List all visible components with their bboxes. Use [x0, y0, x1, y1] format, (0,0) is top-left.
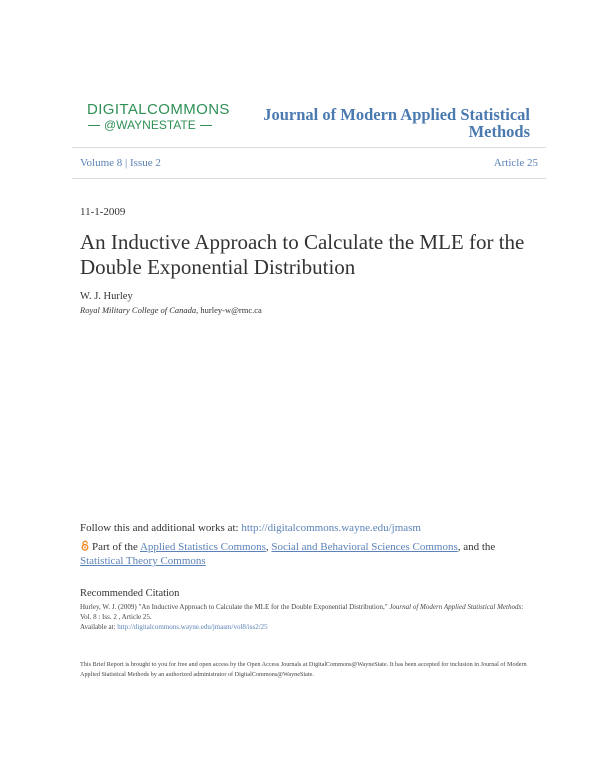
part-of-prefix: Part of the [92, 541, 140, 553]
affiliation-name: Royal Military College of Canada [80, 305, 197, 315]
follow-url-link[interactable]: http://digitalcommons.wayne.edu/jmasm [241, 522, 421, 534]
recommended-citation-heading: Recommended Citation [80, 588, 180, 599]
comma-1: , [265, 541, 272, 553]
citation-suffix: : Vol. 8 : Iss. 2 , Article 25. [80, 603, 524, 621]
and-the: , and the [457, 541, 496, 553]
article-title: An Inductive Approach to Calculate the MLE for the Double Exponential Distribution [80, 230, 525, 279]
citation-text [80, 602, 530, 632]
citation-url-link[interactable]: http://digitalcommons.wayne.edu/jmasm/vol8/iss2/25 [117, 623, 268, 631]
footer-notice: This Brief Report is brought to you for free and open access by the Open Access Journals at DigitalCommons@WayneState. It has been accepted for inclusion in Journal of Modern Applied Statistical Methods by an authorized administrator of DigitalCommons@WayneState. [80, 661, 527, 678]
logo-rule-left [88, 125, 100, 126]
header-divider-bottom [72, 178, 546, 179]
applied-statistics-commons-link[interactable]: Applied Statistics Commons [139, 541, 266, 553]
follow-line [80, 522, 421, 534]
follow-prefix: Follow this and additional works at: [80, 522, 242, 534]
volume-link[interactable]: Volume 8 [80, 157, 123, 169]
article-number-link[interactable]: Article 25 [493, 157, 538, 169]
citation-prefix: Hurley, W. J. (2009) "An Inductive Approach to Calculate the MLE for the Double Exponential Distribution," [80, 603, 390, 611]
publication-date: 11-1-2009 [80, 206, 126, 218]
citation-journal: Journal of Modern Applied Statistical Methods [389, 603, 522, 611]
author-name: W. J. Hurley [80, 291, 133, 302]
author-email[interactable]: hurley-w@rmc.ca [200, 305, 262, 315]
available-prefix: Available at: [80, 623, 118, 631]
part-of-line [80, 540, 520, 568]
logo-digitalcommons[interactable]: DIGITALCOMMONS [87, 101, 230, 118]
affiliation-separator: , [196, 305, 201, 315]
logo-rule-right [200, 125, 212, 126]
header-divider-top [72, 147, 546, 148]
issue-link[interactable]: Issue 2 [129, 157, 161, 169]
open-access-icon [80, 540, 90, 551]
volume-issue [80, 157, 161, 169]
statistical-theory-commons-link[interactable]: Statistical Theory Commons [80, 555, 206, 567]
journal-title[interactable]: Journal of Modern Applied Statistical Methods [263, 105, 530, 141]
author-affiliation [80, 305, 262, 315]
social-behavioral-sciences-commons-link[interactable]: Social and Behavioral Sciences Commons [271, 541, 458, 553]
volume-separator: | [125, 157, 130, 169]
logo-waynestate[interactable] [88, 118, 212, 132]
logo-bottom-text: @WAYNESTATE [104, 118, 196, 132]
